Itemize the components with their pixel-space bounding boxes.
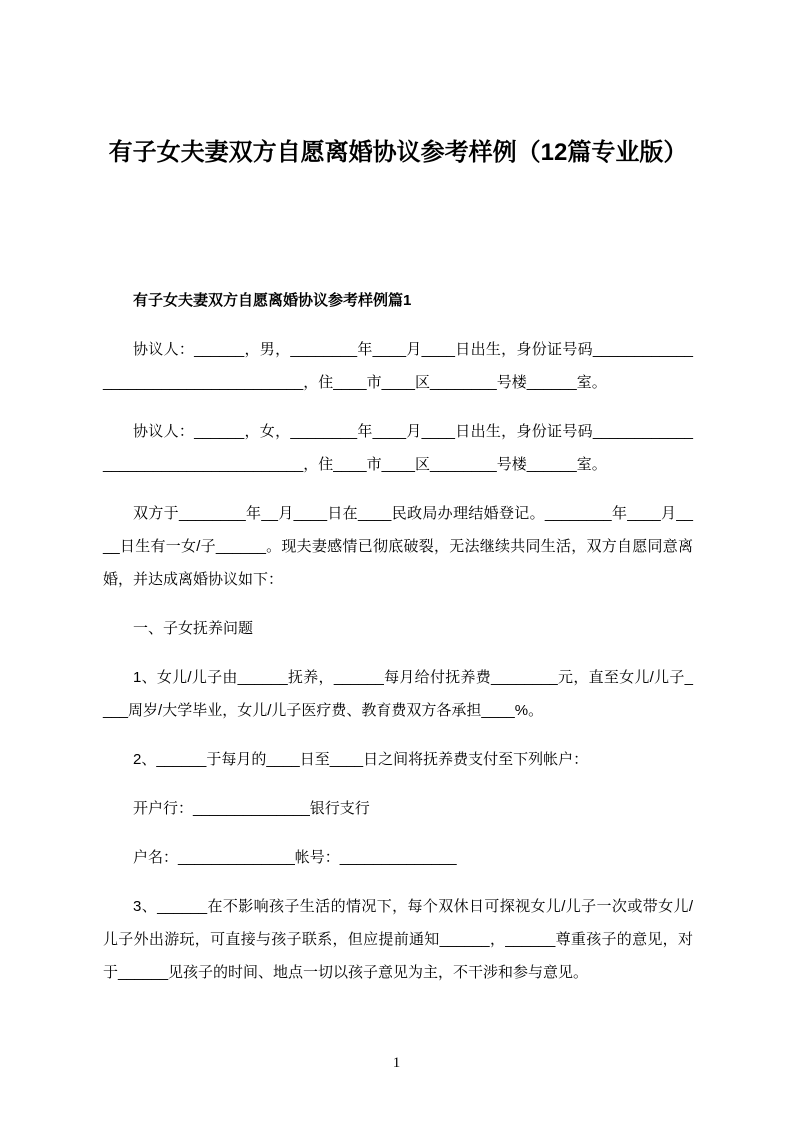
party-b-info-paragraph: 协议人：______，女，________年____月____日出生，身份证号码____________________________________，住____市____区________号楼______室。 [103,423,693,473]
clause-3-visitation-paragraph: 3、______在不影响孩子生活的情况下，每个双休日可探视女儿/儿子一次或带女儿/儿子外出游玩，可直接与孩子联系，但应提前通知______，______尊重孩子的意见，对于______见孩子的时间、地点一切以孩子意见为主，不干涉和参与意见。 [103,898,693,981]
clause-2-payment-paragraph: 2、______于每月的____日至____日之间将抚养费支付至下列帐户： [133,751,589,768]
clause-1-custody-paragraph: 1、女儿/儿子由______抚养，______每月给付抚养费________元，直至女儿/儿子____周岁/大学毕业，女儿/儿子医疗费、教育费双方各承担____%。 [103,669,693,719]
section-heading-part-1: 有子女夫妻双方自愿离婚协议参考样例篇1 [133,292,412,309]
document-content [103,133,693,989]
bank-branch-line: 开户行：______________银行支行 [133,800,370,817]
section-one-child-custody-heading: 一、子女抚养问题 [133,620,254,637]
account-name-number-line: 户名：______________帐号：______________ [133,849,457,866]
document-title: 有子女夫妻双方自愿离婚协议参考样例（12篇专业版） [108,139,688,166]
marriage-registration-paragraph: 双方于________年__月____日在____民政局办理结婚登记。________年____月____日生有一女/子______。现夫妻感情已彻底破裂，无法继续共同生活，双方自愿同意离婚，并达成离婚协议如下： [103,505,693,588]
page-number: 1 [392,1055,401,1071]
party-a-info-paragraph: 协议人：______，男，________年____月____日出生，身份证号码____________________________________，住____市____区________号楼______室。 [103,341,693,391]
